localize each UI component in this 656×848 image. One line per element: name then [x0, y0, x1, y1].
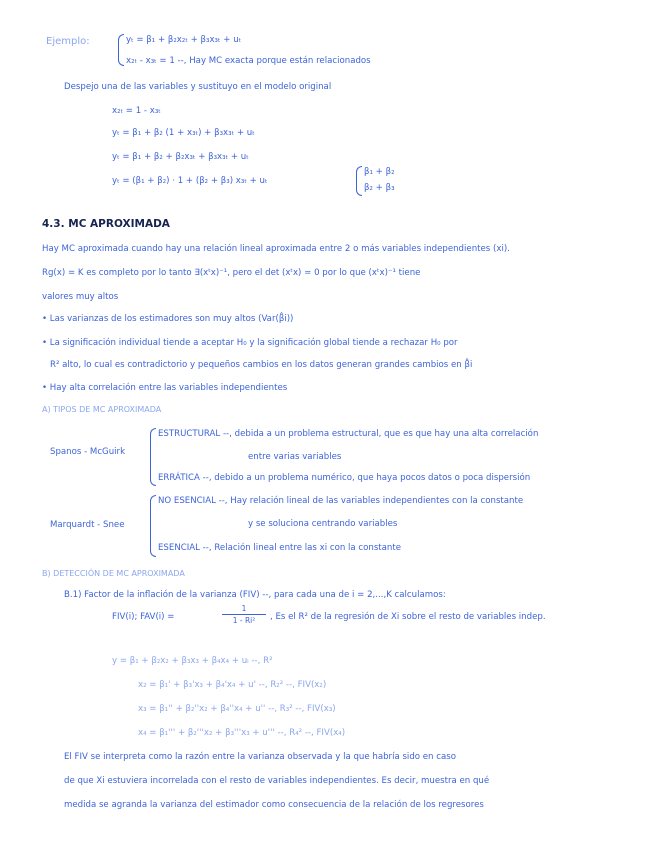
- model-aux-x3: x₃ = β₁'' + β₂''x₂ + β₄''x₄ + u'' --, R₃² --, FIV(x₃): [138, 704, 336, 714]
- author-marquardt: Marquardt - Snee: [50, 520, 125, 530]
- derivation-line-2: yₜ = β₁ + β₂ (1 + x₃ₜ) + β₃x₃ₜ + uₜ: [112, 128, 255, 138]
- bullet-significance-cont: R² alto, lo cual es contradictorio y pequeños cambios en los datos generan grandes cambios en β̂i: [50, 360, 473, 370]
- fiv-interpretation-3: medida se agranda la varianza del estimador como consecuencia de la relación de los regresores: [64, 800, 484, 810]
- marquardt-brace: [150, 495, 156, 557]
- type-non-essential: NO ESENCIAL --, Hay relación lineal de las variables independientes con la constante: [158, 496, 524, 506]
- type-structural: ESTRUCTURAL --, debida a un problema estructural, que es que hay una alta correlación: [158, 429, 539, 439]
- derivation-coef-1: β₁ + β₂: [364, 167, 395, 177]
- fiv-fraction: [222, 604, 266, 625]
- fiv-interpretation-2: de que Xi estuviera incorrelada con el resto de variables independientes. Es decir, muestra en qué: [64, 776, 490, 786]
- spanos-brace: [150, 428, 156, 486]
- derivation-line-4: yₜ = (β₁ + β₂) · 1 + (β₂ + β₃) x₃ₜ + uₜ: [112, 176, 268, 186]
- bullet-variances: • Las varianzas de los estimadores son muy altos (Var(β̂i)): [42, 314, 294, 324]
- model-aux-x2: x₂ = β₁' + β₃'x₃ + β₄'x₄ + u' --, R₂² --, FIV(x₂): [138, 680, 327, 690]
- example-brace: [118, 34, 124, 66]
- fiv-intro: B.1) Factor de la inflación de la varianza (FIV) --, para cada una de i = 2,...,K calculamos:: [64, 590, 446, 600]
- bullet-correlation: • Hay alta correlación entre las variables independientes: [42, 383, 288, 393]
- fiv-fraction-denominator: 1 - Ri²: [232, 616, 256, 625]
- example-note: Despejo una de las variables y sustituyo en el modelo original: [64, 82, 332, 92]
- model-main: y = β₁ + β₂x₂ + β₃x₃ + β₄x₄ + uᵢ --, R²: [112, 656, 273, 666]
- section-paragraph-1: Hay MC aproximada cuando hay una relación lineal aproximada entre 2 o más variables independientes (xi).: [42, 244, 510, 254]
- bullet-significance: • La significación individual tiende a aceptar H₀ y la significación global tiende a rechazar H₀ por: [42, 338, 458, 348]
- section-paragraph-2: Rg(x) = K es completo por lo tanto ∃(xᵗx)⁻¹, pero el det (xᵗx) ≃ 0 por lo que (xᵗx)⁻¹ tiene: [42, 268, 421, 278]
- fraction-bar: [222, 614, 266, 615]
- example-label: Ejemplo:: [46, 36, 90, 47]
- author-spanos: Spanos - McGuirk: [50, 447, 126, 457]
- fiv-formula-rhs: , Es el R² de la regresión de Xi sobre el resto de variables indep.: [270, 612, 546, 622]
- fiv-formula-lhs: FIV(i); FAV(i) =: [112, 612, 175, 622]
- types-heading: A) TIPOS DE MC APROXIMADA: [42, 405, 162, 414]
- detection-heading: B) DETECCIÓN DE MC APROXIMADA: [42, 569, 185, 578]
- example-equation-2: x₂ₜ - x₃ₜ = 1 --, Hay MC exacta porque están relacionados: [126, 56, 371, 66]
- example-equation-1: yₜ = β₁ + β₂x₂ₜ + β₃x₃ₜ + uₜ: [126, 35, 242, 45]
- derivation-coef-2: β₂ + β₃: [364, 183, 395, 193]
- type-structural-cont: entre varias variables: [248, 452, 342, 462]
- derivation-line-3: yₜ = β₁ + β₂ + β₂x₃ₜ + β₃x₃ₜ + uₜ: [112, 152, 249, 162]
- model-aux-x4: x₄ = β₁''' + β₂'''x₂ + β₃'''x₃ + u''' --, R₄² --, FIV(x₄): [138, 728, 346, 738]
- fiv-fraction-numerator: 1: [241, 604, 247, 613]
- section-title: 4.3. MC APROXIMADA: [42, 218, 170, 230]
- type-essential: ESENCIAL --, Relación lineal entre las xi con la constante: [158, 543, 402, 553]
- section-paragraph-3: valores muy altos: [42, 292, 119, 302]
- derivation-brace: [356, 166, 362, 196]
- type-non-essential-cont: y se soluciona centrando variables: [248, 519, 398, 529]
- type-erratic: ERRÁTICA --, debido a un problema numérico, que haya pocos datos o poca dispersión: [158, 473, 531, 483]
- fiv-interpretation-1: El FIV se interpreta como la razón entre la varianza observada y la que habría sido en caso: [64, 752, 456, 762]
- derivation-line-1: x₂ₜ = 1 - x₃ₜ: [112, 106, 161, 116]
